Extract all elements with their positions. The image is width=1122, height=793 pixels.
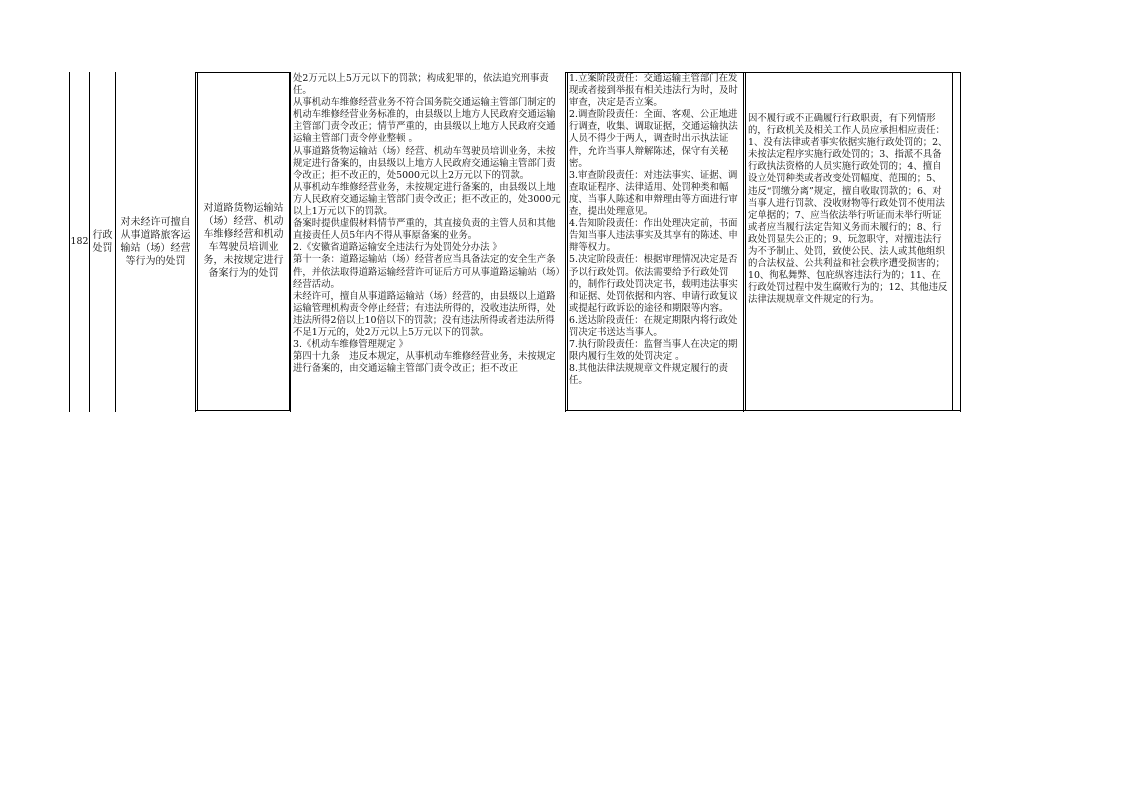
inner-box-bottom bbox=[195, 410, 291, 411]
responsibility-text: 1.立案阶段责任：交通运输主管部门在发现或者接到举报有相关违法行为时，及时审查，决定是否立案。 2.调查阶段责任：全面、客观、公正地进行调查，收集、调取证据，交通运输执法人员不得少于两人，调查时出示执法证件，允许当事人辩解陈述，保守有关秘密。 3.审查阶段责任：对违法事实、证据、调查取证程序、法律适用、处罚种类和幅度、当事人陈述和申辩理由等方面进行审查，提出处理意见。 4.告知阶段责任：作出处理决定前，书面告知当事人违法事实及其享有的陈述、申辩等权力。 5.决定阶段责任：根据审理情况决定是否予以行政处罚。依法需要给予行政处罚的，制作行政处罚决定书，载明违法事实和证据、处罚依据和内容、申请行政复议或提起行政诉讼的途径和期限等内容。 6.送达阶段责任：在规定期限内将行政处罚决定书送达当事人。 7.执行阶段责任：监督当事人在决定的期限内履行生效的处罚决定 。 8.其他法律法规规章文件规定履行的责任。 bbox=[569, 73, 738, 387]
item-name: 对未经许可擅自从事道路旅客运输站（场）经营等行为的处罚 bbox=[120, 217, 191, 267]
seq-number-cell bbox=[70, 72, 89, 412]
inner-box-bottom bbox=[565, 410, 961, 411]
item-name-cell bbox=[116, 72, 195, 412]
table-border bbox=[565, 72, 566, 412]
inner-box-edge bbox=[952, 72, 953, 411]
seq-number: 182 bbox=[70, 235, 89, 247]
inner-box-edge bbox=[289, 72, 290, 411]
legal-basis-text: 处2万元以上5万元以下的罚款；构成犯罪的，依法追究刑事责任。 从事机动车维修经营业务不符合国务院交通运输主管部门制定的机动车维修经营业务标准的，由县级以上地方人民政府交通运输主管部门责令改正；情节严重的，由县级以上地方人民政府交通运输主管部门责令停业整顿 。 从事道路货物运输站（场）经营、机动车驾驶员培训业务，未按规定进行备案的，由县级以上地方人民政府交通运输主管部门责令改正；拒不改正的，处5000元以上2万元以下的罚款。 从事机动车维修经营业务，未按规定进行备案的，由县级以上地方人民政府交通运输主管部门责令改正；拒不改正的，处3000元以上1万元以下的罚款。 备案时提供虚假材料情节严重的，其直接负责的主管人员和其他直接责任人员5年内不得从事原备案的业务。 2.《安徽省道路运输安全违法行为处罚处分办法 》 第十一条：道路运输站（场）经营者应当具备法定的安全生产条件，并依法取得道路运输经营许可证后方可从事道路运输站（场）经营活动。 未经许可，擅自从事道路运输站（场）经营的，由县级以上道路运输管理机构责令停止经营；有违法所得的，没收违法所得，处违法所得2倍以上10倍以下的罚款；没有违法所得或者违法所得不足1万元的，处2万元以上5万元以下的罚款。 3.《机动车维修管理规定 》 第四十九条 违反本规定，从事机动车维修经营业务，未按规定进行备案的，由交通运输主管部门责令改正；拒不改正 bbox=[293, 73, 561, 375]
sub-item-name: 对道路货物运输站（场）经营、机动车维修经营和机动车驾驶员培训业务，未按规定进行备案行为的处罚 bbox=[203, 203, 284, 279]
category-cell bbox=[90, 72, 115, 412]
accountability-text: 因不履行或不正确履行行政职责，有下列情形的，行政机关及相关工作人员应承担相应责任：1、没有法律或者事实依据实施行政处罚的；2、未按法定程序实施行政处罚的；3、指派不具备行政执法资格的人员实施行政处罚的；4、擅自设立处罚种类或者改变处罚幅度、范围的；5、违反“罚缴分离”规定，擅自收取罚款的；6、对当事人进行罚款、没收财物等行政处罚不使用法定单据的；7、应当依法举行听证而未举行听证或者应当履行法定告知义务而未履行的；8、行政处罚显失公正的；9、玩忽职守，对擅违法行为不予制止、处罚，致使公民、法人或其他组织的合法权益、公共利益和社会秩序遭受损害的；10、徇私舞弊、包庇纵容违法行为的；11、在行政处罚过程中发生腐败行为的；12、其他违反法律法规规章文件规定的行为。 bbox=[748, 113, 948, 306]
table-border-right bbox=[960, 72, 961, 412]
sub-item-cell bbox=[198, 72, 289, 410]
category-label: 行政处罚 bbox=[92, 230, 113, 254]
table-border bbox=[195, 72, 196, 412]
accountability-cell bbox=[746, 113, 952, 403]
legal-basis-cell bbox=[291, 72, 565, 410]
responsibility-cell bbox=[568, 72, 745, 410]
